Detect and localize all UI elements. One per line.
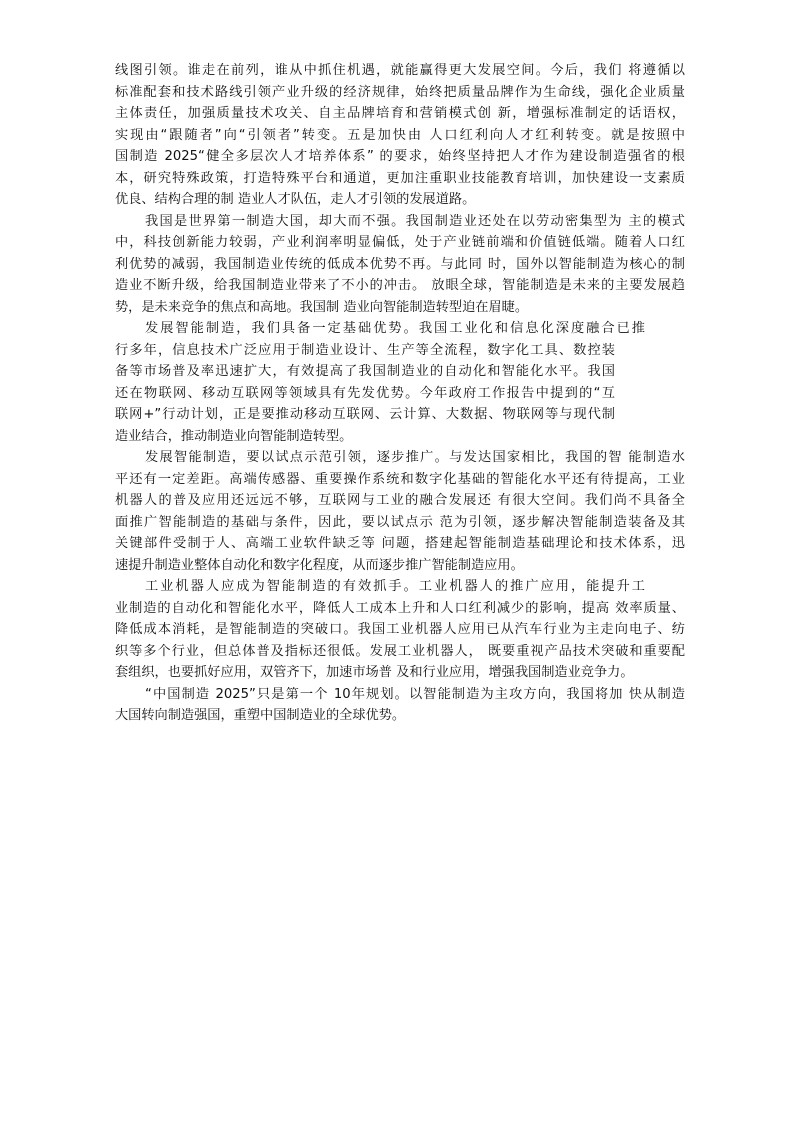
text-line: 套组织，也要抓好应用，双管齐下，加速市场普 及和行业应用，增强我国制造业竞争力。 <box>115 665 634 680</box>
text-line: 发展智能制造，我们具备一定基础优势。我国工业化和信息化深度融合已推 <box>145 321 645 336</box>
text-line: 实现由“跟随者”向“引领者”转变。五是加快由 人口红利向人才红利转变。就是按照中 <box>115 127 685 143</box>
text-line: 主体责任，加强质量技术攻关、自主品牌培育和营销模式创 新，增强标准制定的话语权， <box>115 106 685 121</box>
text-line: 联网+”行动计划，正是要推动移动互联网、云计算、大数据、物联网等与现代制 <box>115 407 615 422</box>
text-line: “中国制造 2025”只是第一个 10年规划。以智能制造为主攻方向，我国将加 快从制造 <box>145 686 685 702</box>
text-line: 机器人的普及应用还远远不够，互联网与工业的融合发展还 有很大空间。我们尚不具备全 <box>115 493 685 508</box>
text-line: 速提升制造业整体自动化和数字化程度，从而逐步推广智能制造应用。 <box>115 557 524 573</box>
text-line: 我国是世界第一制造大国，却大而不强。我国制造业还处在以劳动密集型为 主的模式 <box>145 213 685 229</box>
document-body <box>115 60 685 727</box>
paragraph-pilot-demo <box>115 447 685 576</box>
text-line: 行多年，信息技术广泛应用于制造业设计、生产等全流程，数字化工具、数控装 <box>115 342 615 358</box>
paragraph-talent <box>115 60 685 211</box>
text-line: 发展智能制造，要以试点示范引领，逐步推广。与发达国家相比，我国的智 能制造水 <box>145 450 685 465</box>
text-line: 关键部件受制于人、高端工业软件缺乏等 问题，搭建起智能制造基础理论和技术体系，迅 <box>115 536 685 551</box>
text-line: 中，科技创新能力较弱，产业利润率明显偏低，处于产业链前端和价值链低端。随着人口红 <box>115 235 685 250</box>
paragraph-industrial-robots <box>115 576 685 684</box>
text-line: 织等多个行业，但总体普及指标还很低。发展工业机器人， 既要重视产品技术突破和重要配 <box>115 643 685 659</box>
text-line: 工业机器人应成为智能制造的有效抓手。工业机器人的推广应用，能提升工 <box>145 579 645 594</box>
text-line: 标准配套和技术路线引领产业升级的经济规律，始终把质量品牌作为生命线，强化企业质量 <box>115 84 685 100</box>
paragraph-manufacturing-power <box>115 211 685 319</box>
paragraph-foundation <box>115 318 685 447</box>
text-line: 面推广智能制造的基础与条件，因此，要以试点示 范为引领，逐步解决智能制造装备及其 <box>115 514 685 530</box>
paragraph-made-in-china-2025 <box>115 684 685 727</box>
text-line: 业制造的自动化和智能化水平，降低人工成本上升和人口红利减少的影响，提高 效率质量、 <box>115 600 685 616</box>
text-line: 优良、结构合理的制 造业人才队伍，走人才引领的发展道路。 <box>115 192 476 207</box>
text-line: 势，是未来竞争的焦点和高地。我国制 造业向智能制造转型迫在眉睫。 <box>115 299 529 315</box>
text-line: 还在物联网、移动互联网等领域具有先发优势。今年政府工作报告中提到的“互 <box>115 385 615 401</box>
text-line: 造业不断升级，给我国制造业带来了不小的冲击。 放眼全球，智能制造是未来的主要发展趋 <box>115 278 685 293</box>
text-line: 国制造 2025“健全多层次人才培养体系” 的要求，始终坚持把人才作为建设制造强省的根 <box>115 149 685 164</box>
text-line: 利优势的减弱，我国制造业传统的低成本优势不再。与此同 时，国外以智能制造为核心的制 <box>115 256 685 272</box>
text-line: 平还有一定差距。高端传感器、重要操作系统和数字化基础的智能化水平还有待提高，工业 <box>115 471 685 487</box>
text-line: 降低成本消耗，是智能制造的突破口。我国工业机器人应用已从汽车行业为主走向电子、纺 <box>115 622 685 637</box>
text-line: 备等市场普及率迅速扩大，有效提高了我国制造业的自动化和智能化水平。我国 <box>115 364 615 379</box>
text-line: 造业结合，推动制造业向智能制造转型。 <box>115 428 353 444</box>
text-line: 大国转向制造强国，重塑中国制造业的全球优势。 <box>115 708 406 723</box>
text-line: 线图引领。谁走在前列，谁从中抓住机遇，就能赢得更大发展空间。今后，我们 将遵循以 <box>115 63 685 78</box>
text-line: 本，研究特殊政策，打造特殊平台和通道，更加注重职业技能教育培训，加快建设一支素质 <box>115 170 685 186</box>
